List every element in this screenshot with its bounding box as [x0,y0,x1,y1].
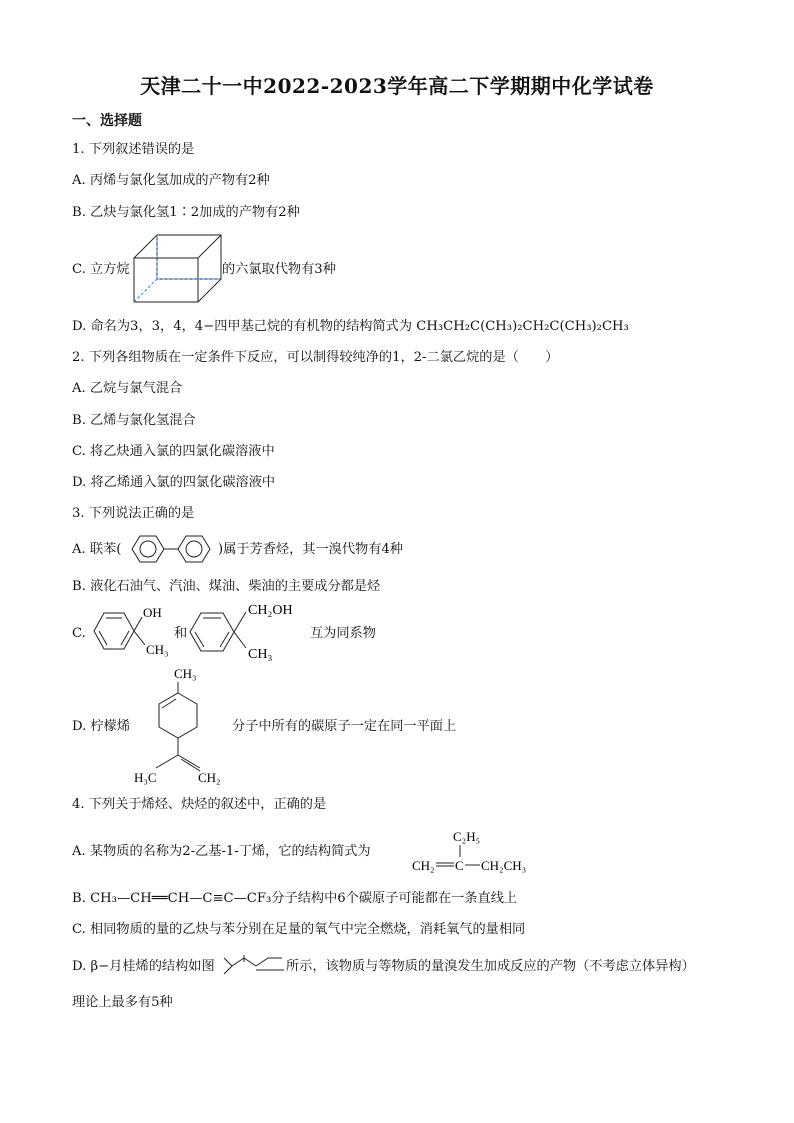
q2-option-a: A. 乙烷与氯气混合 [72,381,183,396]
q3c-ch3-label: CH₃ [146,642,169,657]
q3-stem: 3. 下列说法正确的是 [72,506,195,521]
q1-option-b: B. 乙炔与氯化氢1∶2加成的产物有2种 [72,205,300,220]
q1-option-c-suffix: 的六氯取代物有3种 [222,262,336,277]
q4a-ch2-label: CH₂ [412,858,435,873]
limonene-structure [130,660,240,790]
q2-option-d: D. 将乙烯通入氯的四氯化碳溶液中 [72,475,276,490]
q3c-ch3b-label: CH₃ [248,647,273,662]
q4a-c-label: C [455,858,464,873]
page-title: 天津二十一中2022-2023学年高二下学期期中化学试卷 [140,74,654,98]
q3-option-d-suffix: 分子中所有的碳原子一定在同一平面上 [232,719,457,734]
biphenyl-structure [128,533,218,565]
q4-option-d-line2: 理论上最多有5种 [72,995,173,1010]
q3-option-a-suffix: )属于芳香烃，其一溴代物有4种 [218,542,403,557]
q4-option-d-suffix: 所示，该物质与等物质的量溴发生加成反应的产物（不考虑立体异构） [286,959,695,974]
q1-stem: 1. 下列叙述错误的是 [72,142,195,157]
methylbenzyl-alcohol-structure [186,598,306,664]
q1-option-c-prefix: C. 立方烷 [72,262,130,277]
q3d-ch3-label: CH₃ [174,666,197,681]
q2-option-c: C. 将乙炔通入氯的四氯化碳溶液中 [72,444,275,459]
q3-option-c-and: 和 [174,626,188,641]
q3d-h3c-label: H₃C [134,770,157,785]
cubane-structure [133,234,223,304]
q3-option-b: B. 液化石油气、汽油、煤油、柴油的主要成分都是烃 [72,579,381,594]
q4-option-d-prefix: D. β−月桂烯的结构如图 [72,959,215,974]
q4-option-c: C. 相同物质的量的乙炔与苯分别在足量的氧气中完全燃烧，消耗氧气的量相同 [72,922,526,937]
q1-option-a: A. 丙烯与氯化氢加成的产物有2种 [72,173,270,188]
q4a-c2h5-label: C₂H₅ [453,829,481,844]
q4-option-b: B. CH₃—CH══CH—C≡C—CF₃分子结构中6个碳原子可能都在一条直线上 [72,891,518,906]
q4-stem: 4. 下列关于烯烃、炔烃的叙述中，正确的是 [72,797,327,812]
q4a-ch2ch3-label: CH₂CH₃ [481,858,527,873]
o-cresol-structure [90,603,170,659]
q3-option-c-suffix: 互为同系物 [310,626,376,641]
q3-option-c-prefix: C. [72,626,86,641]
q3-option-a-prefix: A. 联苯( [72,542,122,557]
q4-option-a: A. 某物质的名称为2-乙基-1-丁烯，它的结构简式为 [72,844,371,859]
ethylbutene-structure [412,826,544,876]
q1-option-d: D. 命名为3，3，4，4−四甲基己烷的有机物的结构简式为 CH₃CH₂C(CH₃)₂CH₂C(CH₃)₂CH₃ [72,319,629,334]
q2-option-b: B. 乙烯与氯化氢混合 [72,413,196,428]
q3-option-d-prefix: D. 柠檬烯 [72,719,131,734]
q3c-ch2oh-label: CH₂OH [248,603,293,618]
q2-stem: 2. 下列各组物质在一定条件下反应，可以制得较纯净的1，2-二氯乙烷的是（ ） [72,350,559,365]
section-heading: 一、选择题 [72,113,142,129]
q3c-oh-label: OH [143,605,162,620]
myrcene-structure [222,954,286,976]
q3d-ch2-label: CH₂ [198,770,221,785]
